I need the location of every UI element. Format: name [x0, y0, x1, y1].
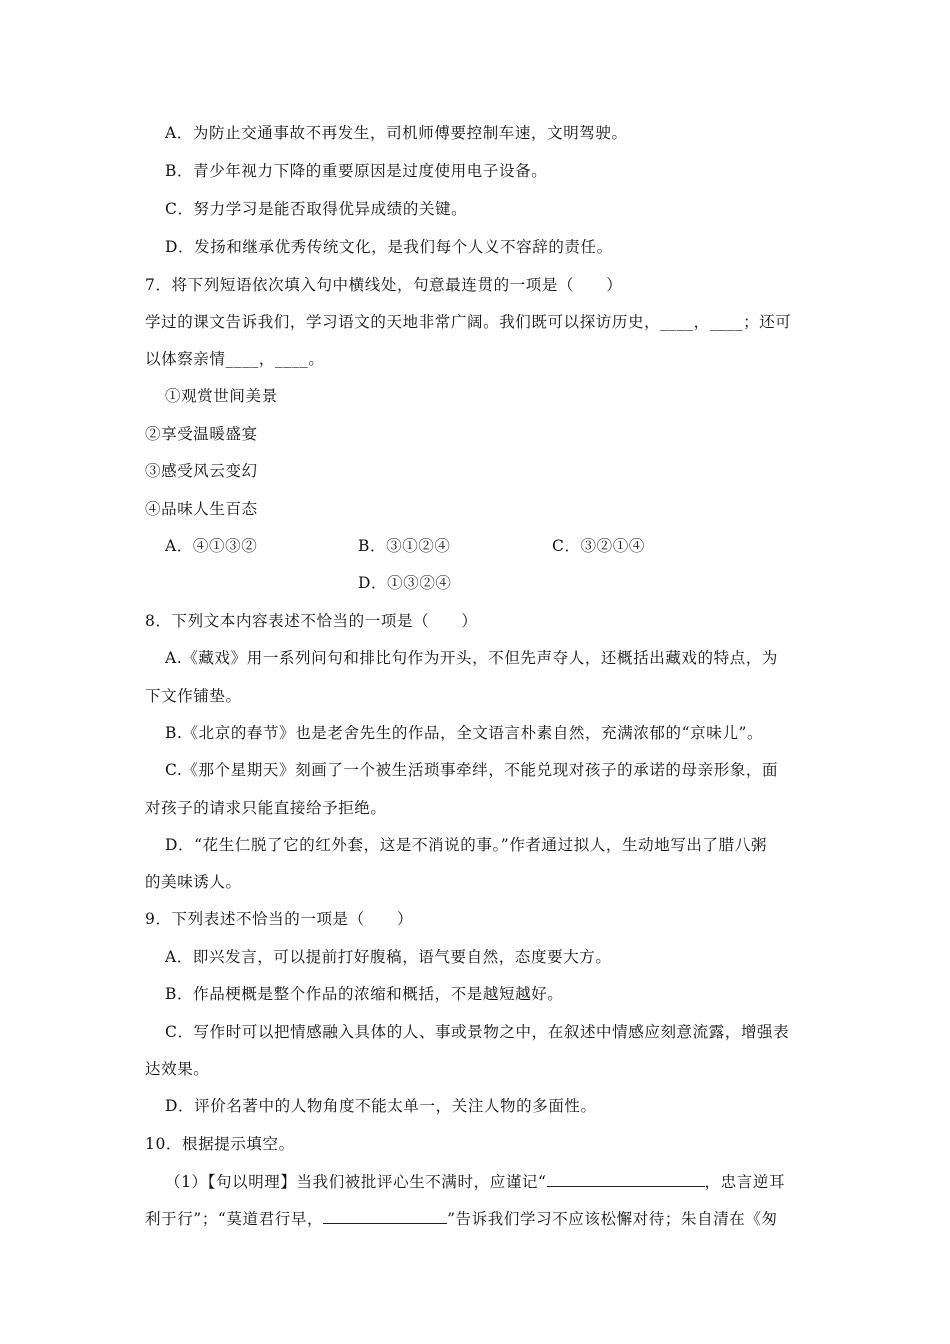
q7-passage-line2: 以体察亲情____，____。	[145, 350, 325, 368]
q6-option-a: A．为防止交通事故不再发生，司机师傅要控制车速，文明驾驶。	[165, 124, 628, 142]
q7-option-a: A．④①③②	[165, 537, 258, 555]
q7-item-2: ②享受温暖盛宴	[145, 425, 258, 443]
q8-stem: 8．下列文本内容表述不恰当的一项是（ ）	[145, 612, 478, 630]
answer-blank-1[interactable]	[547, 1171, 705, 1187]
q8-option-d-line1: D．“花生仁脱了它的红外套，这是不消说的事。”作者通过拟人，生动地写出了腊八粥	[165, 836, 767, 854]
q8-option-a-line1: A.《藏戏》用一系列问句和排比句作为开头，不但先声夺人，还概括出藏戏的特点，为	[165, 649, 779, 667]
q7-option-d: D．①③②④	[358, 574, 452, 592]
q8-option-c-line1: C.《那个星期天》刻画了一个被生活琐事牵绊，不能兑现对孩子的承诺的母亲形象，面	[165, 761, 779, 779]
q10-part1-prefix: （1）【句以明理】当我们被批评心生不满时，应谨记“	[165, 1173, 547, 1191]
q6-option-d: D．发扬和继承优秀传统文化，是我们每个人义不容辞的责任。	[165, 238, 613, 256]
q7-option-b: B．③①②④	[358, 537, 451, 555]
q10-part2-line	[145, 1208, 778, 1229]
q7-option-c: C．③②①④	[552, 537, 645, 555]
q9-option-c-line1: C．写作时可以把情感融入具体的人、事或景物之中，在叙述中情感应刻意流露，增强表	[165, 1023, 790, 1041]
q7-passage-line1: 学过的课文告诉我们，学习语文的天地非常广阔。我们既可以探访历史，____，____；还可	[145, 313, 792, 331]
q10-part1-mid: ，忠言逆耳	[704, 1173, 786, 1191]
q8-option-c-line2: 对孩子的请求只能直接给予拒绝。	[145, 799, 387, 817]
q10-part1-line	[165, 1171, 785, 1192]
q8-option-a-line2: 下文作铺垫。	[145, 687, 242, 705]
q9-stem: 9．下列表述不恰当的一项是（ ）	[145, 910, 414, 928]
q7-item-1: ①观赏世间美景	[165, 387, 278, 405]
q10-stem: 10．根据提示填空。	[145, 1135, 295, 1153]
q6-option-b: B．青少年视力下降的重要原因是过度使用电子设备。	[165, 162, 548, 180]
q10-part2-suffix: ”告诉我们学习不应该松懈对待；朱自清在《匆	[447, 1210, 778, 1228]
q9-option-d: D．评价名著中的人物角度不能太单一，关注人物的多面性。	[165, 1097, 597, 1115]
q10-part2-prefix: 利于行”；“莫道君行早，	[145, 1210, 324, 1228]
q7-item-3: ③感受风云变幻	[145, 462, 258, 480]
q9-option-b: B．作品梗概是整个作品的浓缩和概括，不是越短越好。	[165, 985, 564, 1003]
q6-option-c: C．努力学习是能否取得优异成绩的关键。	[165, 200, 468, 218]
q7-item-4: ④品味人生百态	[145, 500, 258, 518]
q8-option-d-line2: 的美味诱人。	[145, 873, 242, 891]
q9-option-c-line2: 达效果。	[145, 1060, 210, 1078]
q9-option-a: A．即兴发言，可以提前打好腹稿，语气要自然，态度要大方。	[165, 948, 612, 966]
q8-option-b: B.《北京的春节》也是老舍先生的作品，全文语言朴素自然，充满浓郁的“京味儿”。	[165, 724, 764, 742]
q7-stem: 7．将下列短语依次填入句中横线处，句意最连贯的一项是（ ）	[145, 276, 623, 294]
answer-blank-2[interactable]	[323, 1208, 447, 1224]
